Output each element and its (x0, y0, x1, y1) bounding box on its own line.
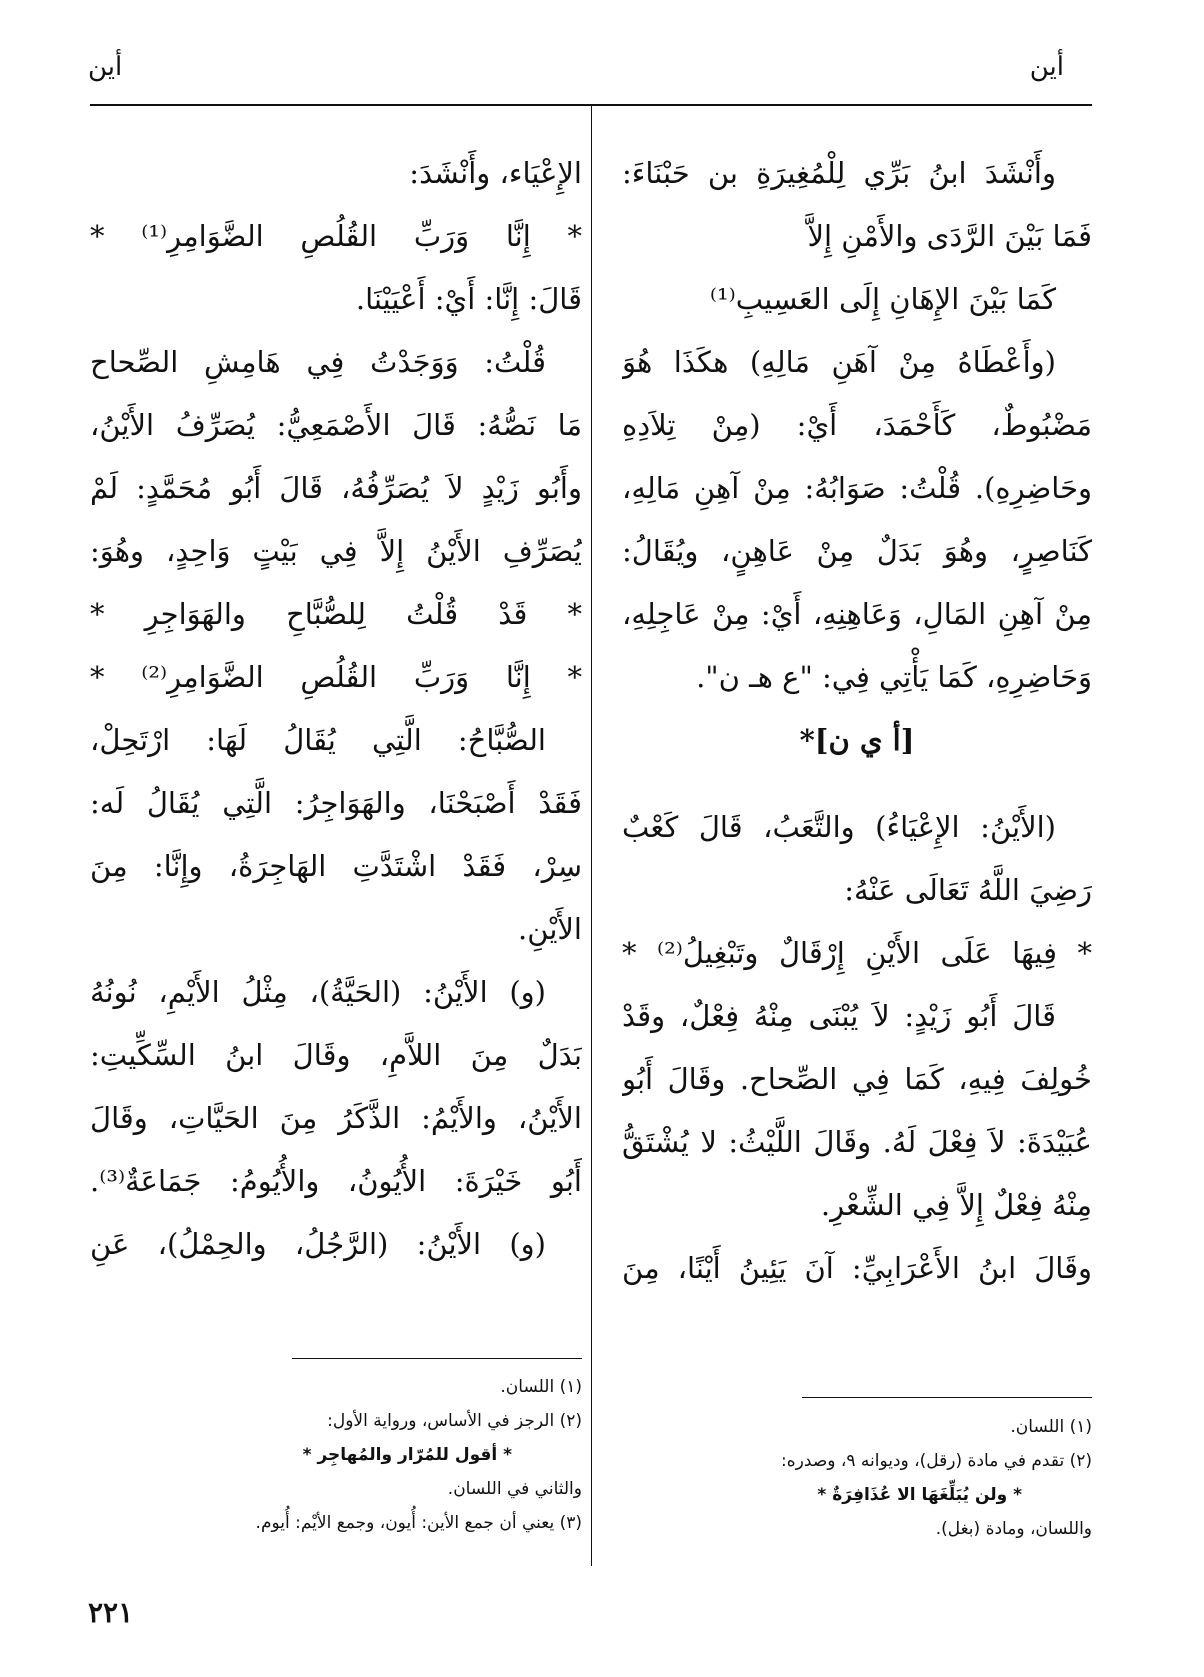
verse-line: * قَدْ قُلْتُ لِلصُّبَّاحِ والهَوَاجِرِ * (90, 597, 582, 631)
footnote: (١) اللسان. (1010, 1417, 1092, 1437)
verse-line: * إِنَّا وَرَبِّ القُلُصِ الضَّوَامِرِ⁽²⁾ * (90, 660, 582, 694)
column-divider (591, 106, 592, 1566)
footnotes-left (90, 1370, 582, 1540)
entry-heading: [أ ي ن]* (799, 723, 915, 757)
text-line: قُلْتُ: وَوَجَدْتُ فِي هَامِشِ الصِّحاح (90, 345, 546, 379)
text-line: بَدَلٌ مِنَ اللاَّمِ، وقَالَ ابنُ السِّكِّيتِ: (90, 1038, 582, 1072)
text-line: مِنْ آهِنِ المَالِ، وَعَاهِنِهِ، أَيْ: مِنْ عَاجِلِهِ، (622, 597, 1092, 631)
text-line: قَالَ أَبُو زَيْدٍ: لاَ يُبْنَى مِنْهُ فِعْلٌ، وقَدْ (622, 999, 1056, 1033)
text-line: (وأَعْطَاهُ مِنْ آهَنِ مَالِهِ) هكَذَا هُوَ (622, 345, 1056, 379)
text-line: الإِعْيَاء، وأَنْشَدَ: (409, 156, 582, 190)
text-line: الأَيْنِ. (518, 912, 582, 946)
text-line: وقَالَ ابنُ الأَعْرَابِيِّ: آنَ يَئِينُ أَيْنًا، مِنَ (622, 1251, 1092, 1285)
page-number: ٢٢١ (88, 1596, 134, 1629)
verse-line: * إِنَّا وَرَبِّ القُلُصِ الضَّوَامِرِ⁽¹⁾ * (90, 219, 582, 253)
text-line: خُولِفَ فِيهِ، كَمَا فِي الصِّحاح. وقَالَ أَبُو (622, 1062, 1092, 1096)
text-line: مَا نَصُّهُ: قَالَ الأَصْمَعِيُّ: يُصَرِّفُ الأَيْنُ، (90, 408, 582, 442)
text-line: وأَنْشَدَ ابنُ بَرِّي لِلْمُغِيرَةِ بن حَبْنَاءَ: (622, 156, 1056, 190)
text-line: كَنَاصِرٍ، وهُوَ بَدَلٌ مِنْ عَاهِنٍ، ويُقَالُ: (622, 534, 1092, 568)
verse-line: كَمَا بَيْنَ الإِهَانِ إِلَى العَسِيبِ⁽¹⁾ (709, 282, 1056, 316)
text-line: الصُّبَّاحُ: الَّتِي يُقَالُ لَهَا: ارْتَحِلْ، (90, 723, 546, 757)
text-line: وَحَاضِرِهِ، كَمَا يَأْتِي فِي: "ع هـ ن". (696, 660, 1092, 694)
footnote: والثاني في اللسان. (447, 1479, 582, 1499)
footnote-rule-right (802, 1397, 1092, 1398)
verse-line: * فِيهَا عَلَى الأَيْنِ إِرْقَالٌ وتَبْغِيلُ⁽²⁾ * (622, 936, 1092, 970)
right-column (622, 142, 1092, 1300)
footnote-verse: * ولن يُبَلِّغَهَا الا عُذَافِرَةٌ * (817, 1485, 1022, 1505)
footnote: (١) اللسان. (500, 1377, 582, 1397)
text-line: فَقَدْ أَصْبَحْنَا، والهَوَاجِرُ: الَّتِي يُقَالُ لَه: (90, 786, 582, 820)
text-line: مَضْبُوطٌ، كَأَحْمَدَ، أَيْ: (مِنْ تِلاَدِهِ (622, 408, 1092, 442)
footnotes-right (622, 1410, 1092, 1546)
text-line: يُصَرِّفِ الأَيْنُ إِلاَّ فِي بَيْتٍ وَاحِدٍ، وهُوَ: (90, 534, 582, 568)
verse-line: فَمَا بَيْنَ الرَّدَى والأَمْنِ إِلاَّ (807, 219, 1092, 253)
text-line: وأَبُو زَيْدٍ لاَ يُصَرِّفُهُ، قَالَ أَبُو مُحَمَّدٍ: لَمْ (90, 471, 582, 505)
text-line: مِنْهُ فِعْلٌ إِلاَّ فِي الشِّعْرِ. (820, 1188, 1092, 1222)
footnote-rule-left (292, 1358, 582, 1359)
text-line: (الأَيْنُ: الإِعْيَاءُ) والتَّعَبُ، قَالَ كَعْبٌ (622, 810, 1056, 844)
text-line: رَضِيَ اللَّهُ تَعَالَى عَنْهُ: (844, 873, 1092, 907)
text-line: (و) الأَيْنُ: (الرَّجُلُ، والحِمْلُ)، عَنِ (90, 1227, 546, 1261)
footnote: (٣) يعني أن جمع الأين: أُيون، وجمع الأيْم: أُيوم. (255, 1513, 582, 1533)
text-line: وحَاضِرِهِ). قُلْتُ: صَوَابُهُ: مِنْ آهِنِ مَالِهِ، (622, 471, 1092, 505)
running-head-left: أين (88, 52, 123, 82)
left-column (90, 142, 582, 1276)
text-line: (و) الأَيْنُ: (الحَيَّةُ)، مِثْلُ الأَيْمِ، نُونُهُ (90, 975, 546, 1009)
footnote-verse: * أقول للمُرّار والمُهاجِر * (302, 1445, 512, 1465)
text-line: أَبُو خَيْرَةَ: الأُيُونُ، والأُيُومُ: جَمَاعَةٌ⁽³⁾. (90, 1164, 582, 1198)
text-line: قَالَ: إِنَّا: أَيْ: أَعْيَيْنَا. (355, 282, 582, 316)
text-line: الأَيْنُ، والأَيْمُ: الذَّكَرُ مِنَ الحَيَّاتِ، وقَالَ (90, 1101, 582, 1135)
text-line: سِرْ، فَقَدْ اشْتَدَّتِ الهَاجِرَةُ، وإِنَّا: مِنَ (90, 849, 582, 883)
running-head-right: أين (1029, 52, 1064, 82)
footnote: (٢) تقدم في مادة (رقل)، وديوانه ٩، وصدره: (781, 1451, 1092, 1471)
footnote: واللسان، ومادة (بغل). (935, 1519, 1092, 1539)
text-line: عُبَيْدَةَ: لاَ فِعْلَ لَهُ. وقَالَ اللَّيْثُ: لا يُشْتَقُّ (622, 1125, 1092, 1159)
footnote: (٢) الرجز في الأساس، ورواية الأول: (327, 1411, 582, 1431)
